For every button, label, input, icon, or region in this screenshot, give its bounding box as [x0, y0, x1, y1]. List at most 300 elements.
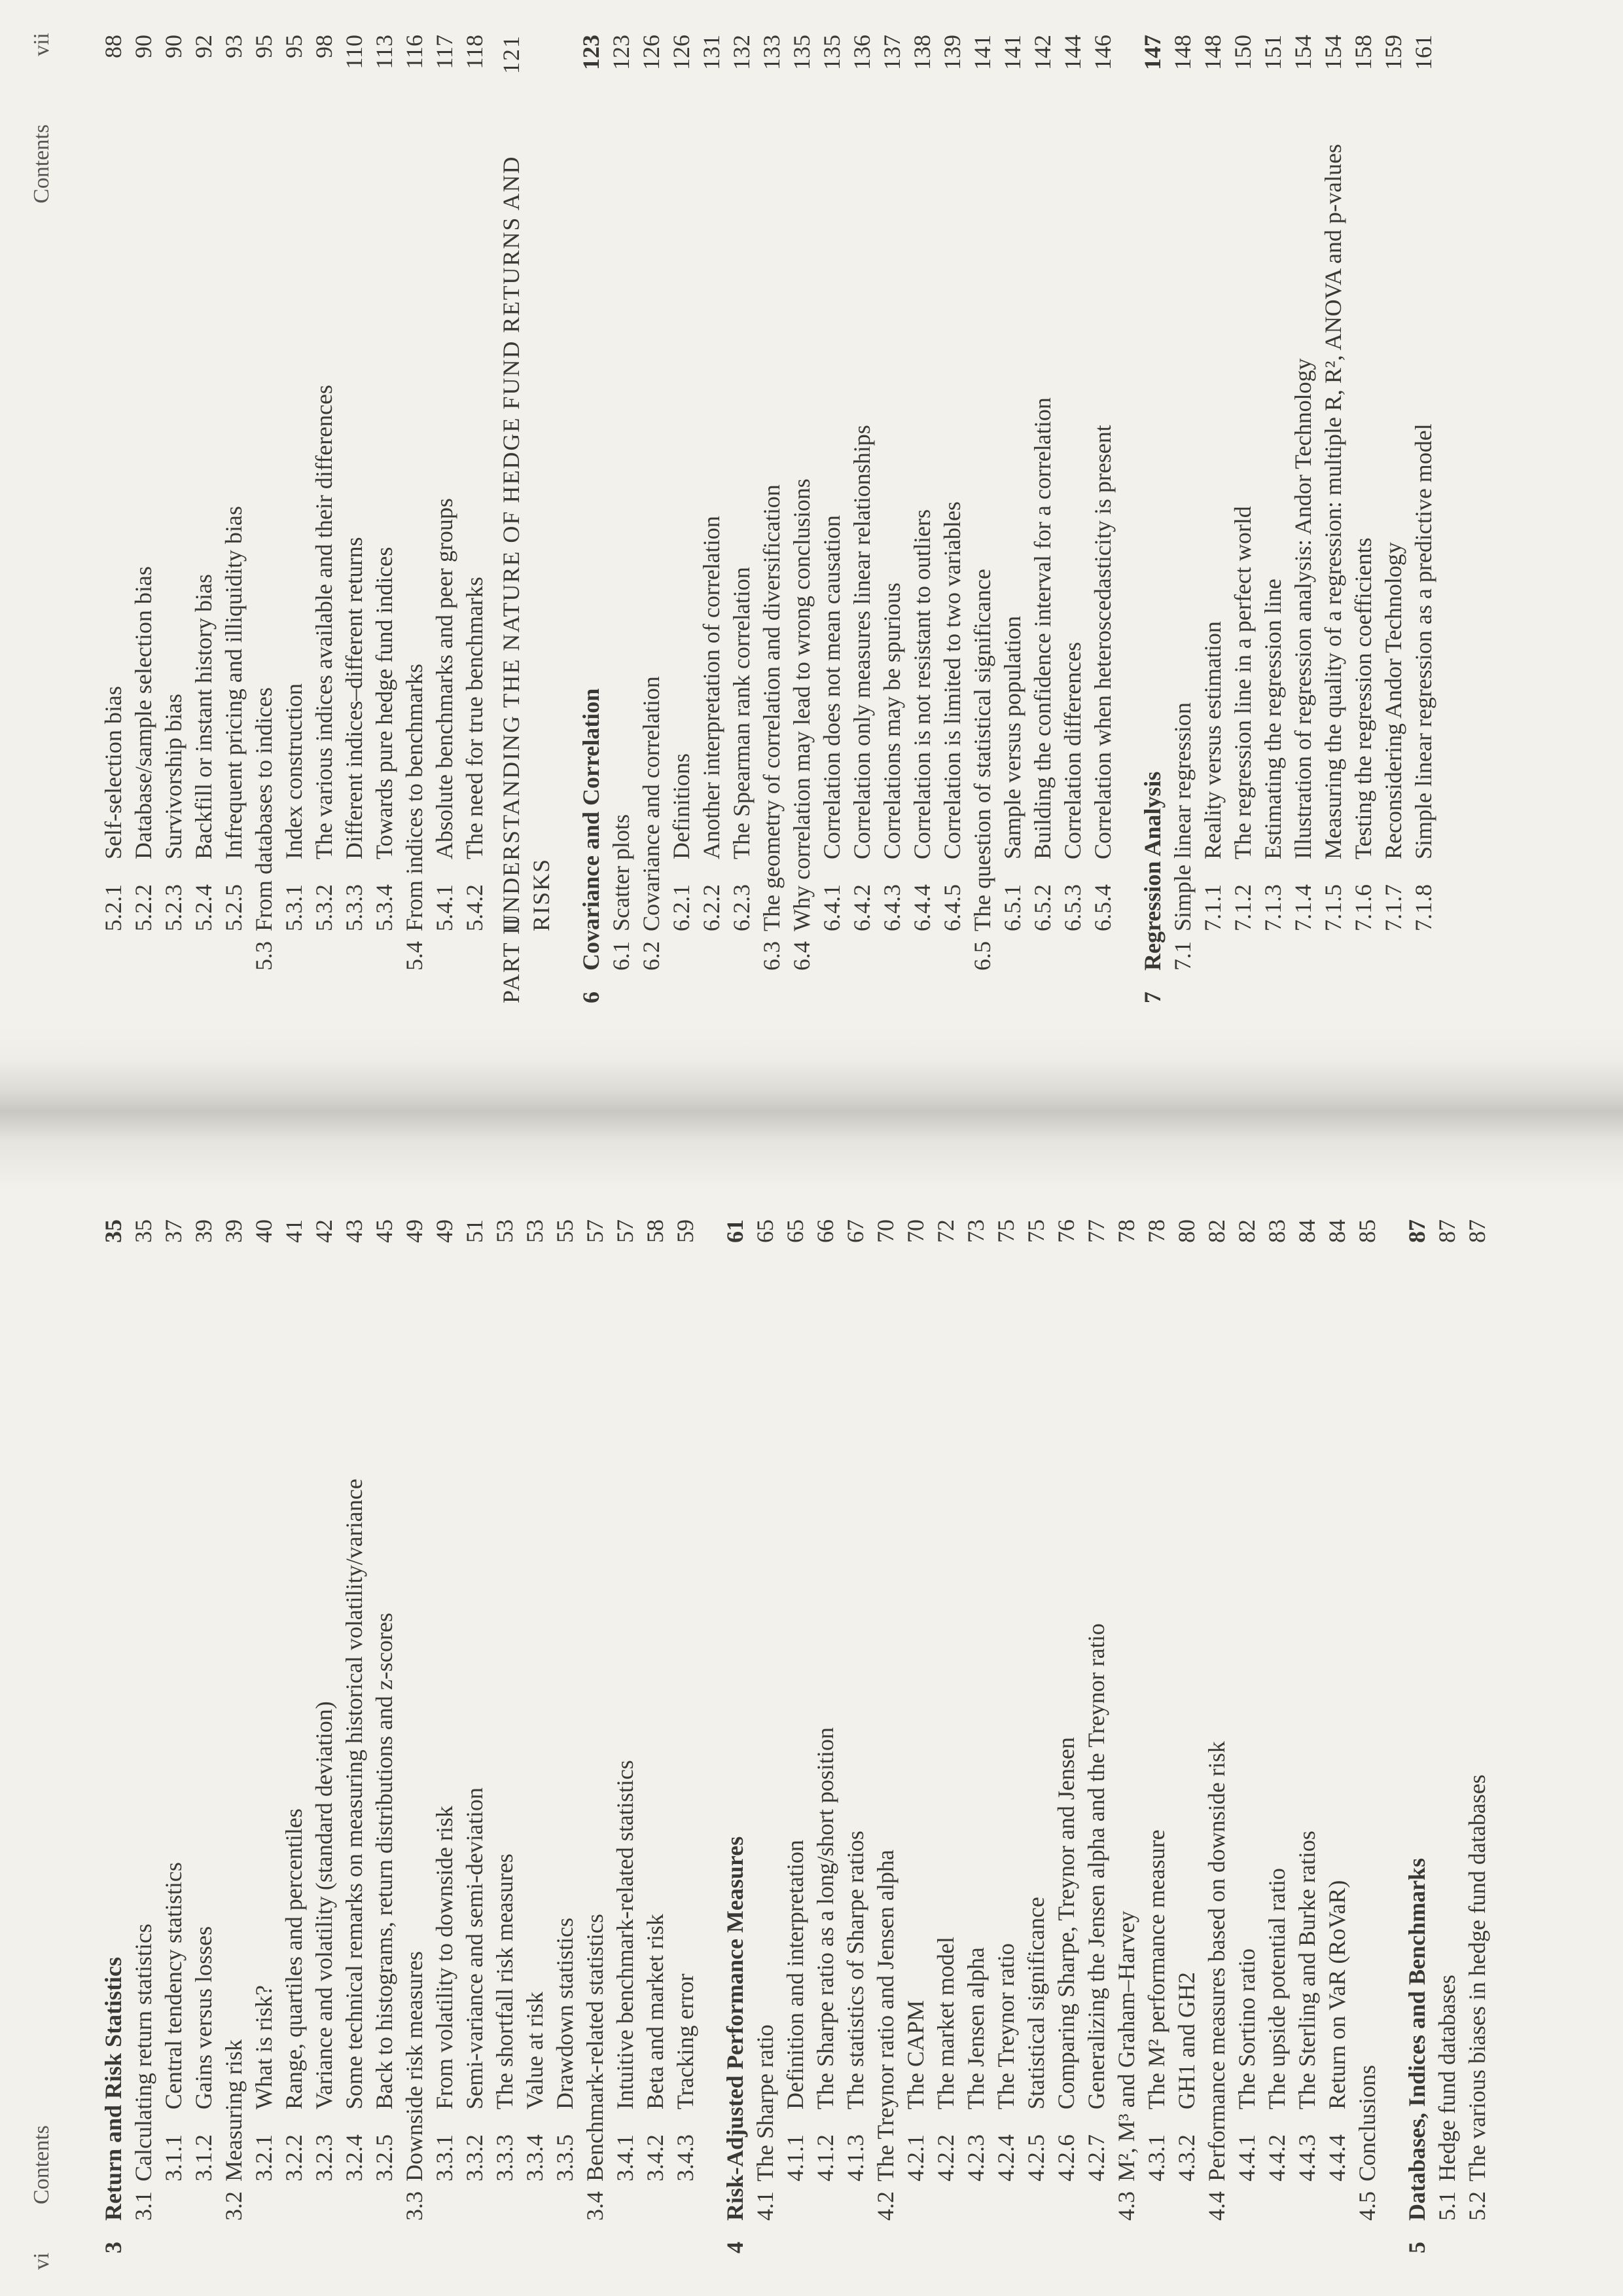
- toc-entry-title: Correlation only measures linear relationships: [849, 425, 875, 859]
- toc-entry-title: Different indices–different returns: [341, 537, 367, 859]
- toc-entry-number: 5.1: [1434, 2191, 1460, 2221]
- toc-entry-subsection: [877, 35, 907, 1003]
- toc-entry-page: 138: [909, 35, 935, 70]
- toc-entry-page: 45: [371, 1219, 397, 1243]
- toc-entry-subsection: [459, 1219, 490, 2253]
- toc-entry-subsection: [931, 1219, 961, 2253]
- toc-entry-number: 7: [1139, 992, 1166, 1003]
- toc-entry-title: Simple linear regression as a predictive model: [1410, 423, 1436, 859]
- toc-entry-page: 58: [642, 1219, 668, 1243]
- toc-entry-number: 4.4.4: [1324, 2134, 1350, 2181]
- toc-entry-subsection: [1027, 35, 1058, 1003]
- toc-entry-title: Database/sample selection bias: [130, 566, 156, 859]
- toc-entry-chapter: [1137, 35, 1168, 1003]
- toc-entry-title: Another interpretation of correlation: [698, 516, 724, 859]
- toc-entry-page: 66: [812, 1219, 838, 1243]
- toc-entry-title: UNDERSTANDING THE NATURE OF HEDGE FUND RETURNS AND RISKS: [498, 155, 554, 931]
- toc-entry-number: 3.4.2: [642, 2134, 668, 2181]
- left-running-title: Contents: [29, 2125, 54, 2204]
- toc-entry-subsection: [907, 35, 937, 1003]
- toc-entry-page: 113: [371, 35, 397, 69]
- toc-entry-page: 70: [872, 1219, 899, 1243]
- toc-entry-page: 57: [582, 1219, 608, 1243]
- toc-entry-title: Generalizing the Jensen alpha and the Treynor ratio: [1083, 1623, 1109, 2109]
- toc-entry-title: Sample versus population: [999, 616, 1026, 859]
- toc-entry-subsection: [937, 35, 967, 1003]
- toc-entry-page: 53: [522, 1219, 548, 1243]
- toc-entry-number: 6.1: [608, 941, 634, 971]
- toc-entry-number: 4.1.1: [782, 2134, 808, 2181]
- toc-entry-section: [750, 1219, 780, 2253]
- toc-entry-title: The question of statistical significance: [969, 569, 995, 931]
- toc-entry-title: The upside potential ratio: [1264, 1868, 1290, 2109]
- toc-entry-subsection: [309, 1219, 339, 2253]
- toc-entry-title: The regression line in a perfect world: [1230, 506, 1256, 859]
- toc-entry-number: 4.2.5: [1023, 2134, 1049, 2181]
- toc-entry-title: The shortfall risk measures: [491, 1854, 518, 2109]
- toc-entry-title: The Sortino ratio: [1234, 1948, 1260, 2109]
- toc-entry-title: The CAPM: [902, 2000, 929, 2109]
- toc-entry-number: 5.3.3: [341, 884, 367, 931]
- toc-entry-subsection: [339, 35, 369, 1003]
- toc-entry-subsection: [1058, 35, 1088, 1003]
- toc-entry-number: 6.4.4: [909, 884, 935, 931]
- toc-entry-number: 5.4.2: [461, 884, 488, 931]
- toc-entry-page: 90: [130, 35, 156, 58]
- toc-entry-title: Infrequent pricing and illiquidity bias: [221, 506, 247, 859]
- toc-entry-number: 6.4.5: [939, 884, 965, 931]
- toc-entry-title: The Treynor ratio: [993, 1943, 1019, 2109]
- toc-entry-title: Correlation is not resistant to outliers: [909, 509, 935, 859]
- toc-entry-number: 5.2.4: [190, 884, 217, 931]
- toc-entry-page: 39: [221, 1219, 247, 1243]
- toc-entry-subsection: [158, 35, 188, 1003]
- toc-entry-page: 84: [1324, 1219, 1350, 1243]
- toc-entry-page: 85: [1354, 1219, 1380, 1243]
- toc-entry-page: 80: [1173, 1219, 1200, 1243]
- toc-entry-subsection: [219, 35, 249, 1003]
- toc-entry-page: 83: [1264, 1219, 1290, 1243]
- toc-entry-subsection: [640, 1219, 670, 2253]
- toc-entry-number: 3.4.1: [612, 2134, 638, 2181]
- toc-entry-page: 126: [668, 35, 694, 70]
- toc-entry-number: 4.3.2: [1173, 2134, 1200, 2181]
- toc-entry-title: The various indices available and their differences: [311, 384, 337, 859]
- toc-entry-page: 87: [1464, 1219, 1490, 1243]
- toc-entry-page: 133: [758, 35, 785, 70]
- toc-entry-number: 6: [578, 992, 604, 1003]
- toc-entry-subsection: [1051, 1219, 1081, 2253]
- toc-entry-page: 98: [311, 35, 337, 58]
- toc-entry-page: 135: [819, 35, 845, 70]
- toc-entry-number: PART II: [498, 916, 524, 1003]
- toc-entry-title: What is risk?: [251, 1985, 277, 2109]
- toc-entry-number: 7.1.3: [1260, 884, 1286, 931]
- toc-entry-number: 7.1.8: [1410, 884, 1436, 931]
- toc-entry-title: Definition and interpretation: [782, 1840, 808, 2109]
- toc-entry-title: Measuring the quality of a regression: multiple R, R², ANOVA and p-values: [1320, 144, 1346, 859]
- toc-entry-number: 3.4.3: [672, 2134, 698, 2181]
- toc-entry-number: 4.3: [1113, 2191, 1139, 2221]
- toc-entry-title: The geometry of correlation and diversification: [758, 484, 785, 931]
- toc-entry-title: Value at risk: [522, 1992, 548, 2109]
- toc-entry-number: 3: [100, 2242, 126, 2253]
- toc-entry-subsection: [1198, 35, 1228, 1003]
- toc-entry-number: 6.2.3: [728, 884, 755, 931]
- toc-entry-number: 3.2: [221, 2191, 247, 2221]
- toc-entry-page: 123: [578, 35, 604, 70]
- toc-entry-title: Self-selection bias: [100, 686, 126, 859]
- toc-entry-title: Range, quartiles and percentiles: [281, 1808, 307, 2109]
- toc-entry-number: 4.3.1: [1143, 2134, 1169, 2181]
- toc-entry-number: 5.3.4: [371, 884, 397, 931]
- toc-entry-number: 5.2.5: [221, 884, 247, 931]
- toc-entry-subsection: [696, 35, 726, 1003]
- toc-entry-subsection: [490, 1219, 520, 2253]
- toc-entry-page: 118: [461, 35, 488, 69]
- toc-entry-number: 6.4.1: [819, 884, 845, 931]
- toc-entry-page: 75: [1023, 1219, 1049, 1243]
- toc-entry-number: 4.4.2: [1264, 2134, 1290, 2181]
- toc-entry-subsection: [188, 1219, 219, 2253]
- toc-entry-title: GH1 and GH2: [1173, 1972, 1200, 2109]
- toc-entry-title: Measuring risk: [221, 2039, 247, 2181]
- toc-entry-number: 5.4: [401, 941, 427, 971]
- toc-entry-title: Gains versus losses: [190, 1926, 217, 2109]
- toc-entry-subsection: [1262, 1219, 1292, 2253]
- toc-entry-page: 87: [1404, 1219, 1430, 1243]
- toc-entry-number: 4.4.3: [1294, 2134, 1320, 2181]
- toc-entry-title: Correlation when heteroscedasticity is present: [1090, 425, 1116, 859]
- toc-entry-subsection: [1318, 35, 1348, 1003]
- toc-entry-page: 88: [100, 35, 126, 58]
- toc-entry-section: [128, 1219, 158, 2253]
- toc-entry-subsection: [550, 1219, 580, 2253]
- toc-entry-page: 154: [1290, 35, 1316, 70]
- toc-entry-title: Semi-variance and semi-deviation: [461, 1787, 488, 2109]
- toc-entry-page: 146: [1090, 35, 1116, 70]
- toc-entry-page: 76: [1053, 1219, 1079, 1243]
- toc-entry-page: 82: [1234, 1219, 1260, 1243]
- toc-entry-title: Comparing Sharpe, Treynor and Jensen: [1053, 1737, 1079, 2109]
- toc-entry-page: 144: [1060, 35, 1086, 70]
- toc-entry-title: Databases, Indices and Benchmarks: [1404, 1857, 1430, 2221]
- toc-entry-page: 84: [1294, 1219, 1320, 1243]
- toc-entry-subsection: [1288, 35, 1318, 1003]
- toc-entry-page: 78: [1113, 1219, 1139, 1243]
- toc-entry-title: Correlation is limited to two variables: [939, 501, 965, 859]
- toc-entry-chapter: [98, 1219, 128, 2253]
- toc-entry-number: 3.2.1: [251, 2134, 277, 2181]
- toc-entry-title: The Sterling and Burke ratios: [1294, 1831, 1320, 2109]
- toc-entry-subsection: [610, 1219, 640, 2253]
- toc-entry-page: 137: [879, 35, 905, 70]
- toc-entry-subsection: [840, 1219, 870, 2253]
- toc-entry-page: 35: [100, 1219, 126, 1243]
- toc-entry-number: 5.3.2: [311, 884, 337, 931]
- toc-entry-subsection: [309, 35, 339, 1003]
- toc-entry-title: Survivorship bias: [160, 693, 187, 859]
- toc-entry-title: The Sharpe ratio: [752, 2024, 778, 2181]
- toc-entry-page: 139: [939, 35, 965, 70]
- toc-entry-page: 117: [431, 35, 457, 69]
- toc-entry-page: 67: [842, 1219, 868, 1243]
- toc-entry-title: Covariance and Correlation: [578, 688, 604, 971]
- toc-entry-number: 4.2.4: [993, 2134, 1019, 2181]
- toc-entry-page: 93: [221, 35, 247, 58]
- toc-entry-section: [967, 35, 997, 1003]
- toc-entry-page: 40: [251, 1219, 277, 1243]
- toc-entry-page: 51: [461, 1219, 488, 1243]
- toc-entry-subsection: [901, 1219, 931, 2253]
- toc-entry-page: 70: [902, 1219, 929, 1243]
- toc-entry-number: 6.2.2: [698, 884, 724, 931]
- toc-entry-page: 141: [999, 35, 1026, 70]
- toc-entry-title: Why correlation may lead to wrong conclusions: [789, 478, 815, 931]
- toc-entry-subsection: [1378, 35, 1408, 1003]
- toc-entry-title: Index construction: [281, 683, 307, 859]
- toc-entry-title: Backfill or instant history bias: [190, 574, 217, 859]
- toc-entry-number: 3.3.5: [552, 2134, 578, 2181]
- right-toc-list: [98, 35, 1438, 1003]
- left-page: [0, 1157, 1623, 2296]
- toc-entry-subsection: [339, 1219, 369, 2253]
- toc-entry-number: 3.1.1: [160, 2134, 187, 2181]
- toc-entry-title: Some technical remarks on measuring historical volatility/variance: [341, 1479, 367, 2109]
- toc-entry-page: 39: [190, 1219, 217, 1243]
- toc-entry-page: 49: [401, 1219, 427, 1243]
- toc-entry-chapter: [576, 35, 606, 1003]
- toc-entry-title: The need for true benchmarks: [461, 577, 488, 859]
- toc-entry-title: Reality versus estimation: [1200, 621, 1226, 859]
- toc-entry-title: From databases to indices: [251, 687, 277, 931]
- right-page: [0, 0, 1623, 1059]
- toc-entry-section: [1111, 1219, 1141, 2253]
- left-page-number: vi: [29, 2252, 54, 2270]
- toc-entry-title: Downside risk measures: [401, 1951, 427, 2181]
- toc-entry-subsection: [369, 1219, 399, 2253]
- toc-entry-title: Variance and volatility (standard deviation): [311, 1701, 337, 2109]
- toc-entry-title: Simple linear regression: [1169, 702, 1196, 931]
- toc-entry-number: 7.1: [1169, 941, 1196, 971]
- toc-entry-number: 4.1: [752, 2191, 778, 2221]
- toc-entry-title: Central tendency statistics: [160, 1862, 187, 2109]
- toc-entry-number: 7.1.7: [1380, 884, 1406, 931]
- toc-entry-number: 5.3.1: [281, 884, 307, 931]
- toc-entry-subsection: [1292, 1219, 1322, 2253]
- toc-entry-number: 5.4.1: [431, 884, 457, 931]
- toc-entry-section: [399, 1219, 429, 2253]
- toc-entry-subsection: [1171, 1219, 1202, 2253]
- toc-entry-subsection: [279, 35, 309, 1003]
- toc-entry-subsection: [666, 35, 696, 1003]
- right-page-number: vii: [29, 33, 54, 56]
- toc-entry-section: [580, 1219, 610, 2253]
- toc-entry-title: Conclusions: [1354, 2064, 1380, 2181]
- toc-entry-number: 6.2.1: [668, 884, 694, 931]
- toc-entry-title: Absolute benchmarks and peer groups: [431, 498, 457, 859]
- toc-entry-title: Correlation does not mean causation: [819, 515, 845, 859]
- toc-entry-title: Return on VaR (RoVaR): [1324, 1880, 1350, 2109]
- toc-entry-subsection: [1081, 1219, 1111, 2253]
- toc-entry-subsection: [249, 1219, 279, 2253]
- toc-entry-number: 4.2.2: [933, 2134, 959, 2181]
- toc-entry-subsection: [520, 1219, 550, 2253]
- toc-entry-title: The statistics of Sharpe ratios: [842, 1831, 868, 2109]
- toc-entry-page: 132: [728, 35, 755, 70]
- toc-entry-page: 142: [1029, 35, 1056, 70]
- toc-entry-subsection: [1348, 35, 1378, 1003]
- toc-entry-page: 49: [431, 1219, 457, 1243]
- toc-entry-number: 7.1.2: [1230, 884, 1256, 931]
- toc-entry-title: The Jensen alpha: [963, 1947, 989, 2109]
- toc-entry-subsection: [1408, 35, 1438, 1003]
- toc-entry-number: 4.1.3: [842, 2134, 868, 2181]
- toc-entry-subsection: [429, 35, 459, 1003]
- toc-entry-number: 4.4: [1204, 2191, 1230, 2221]
- toc-entry-page: 126: [638, 35, 664, 70]
- toc-entry-subsection: [1088, 35, 1118, 1003]
- toc-entry-number: 6.4.3: [879, 884, 905, 931]
- toc-entry-subsection: [726, 35, 757, 1003]
- toc-entry-chapter: [1402, 1219, 1432, 2253]
- toc-entry-number: 4.4.1: [1234, 2134, 1260, 2181]
- toc-entry-number: 5.2.1: [100, 884, 126, 931]
- toc-entry-section: [1202, 1219, 1232, 2253]
- toc-entry-title: Beta and market risk: [642, 1914, 668, 2109]
- right-running-title: Contents: [29, 124, 54, 204]
- toc-entry-subsection: [997, 35, 1027, 1003]
- toc-entry-number: 6.5.2: [1029, 884, 1056, 931]
- toc-entry-subsection: [1021, 1219, 1051, 2253]
- toc-entry-title: Intuitive benchmark-related statistics: [612, 1760, 638, 2109]
- toc-entry-subsection: [1258, 35, 1288, 1003]
- toc-entry-title: Scatter plots: [608, 814, 634, 931]
- toc-entry-page: 61: [722, 1219, 748, 1243]
- toc-entry-page: 35: [130, 1219, 156, 1243]
- toc-entry-page: 37: [160, 1219, 187, 1243]
- toc-entry-subsection: [810, 1219, 840, 2253]
- toc-entry-section: [636, 35, 666, 1003]
- toc-entry-title: Calculating return statistics: [130, 1924, 156, 2181]
- toc-entry-title: Benchmark-related statistics: [582, 1914, 608, 2181]
- toc-entry-title: The market model: [933, 1937, 959, 2109]
- toc-entry-title: Return and Risk Statistics: [100, 1956, 126, 2221]
- toc-entry-number: 3.1.2: [190, 2134, 217, 2181]
- toc-entry-title: Towards pure hedge fund indices: [371, 547, 397, 859]
- toc-entry-page: 148: [1169, 35, 1196, 70]
- toc-entry-page: 116: [401, 35, 427, 69]
- toc-entry-title: Risk-Adjusted Performance Measures: [722, 1836, 748, 2221]
- toc-entry-page: 151: [1260, 35, 1286, 70]
- toc-entry-number: 4.2.7: [1083, 2134, 1109, 2181]
- toc-entry-page: 43: [341, 1219, 367, 1243]
- toc-entry-number: 6.4: [789, 941, 815, 971]
- toc-entry-number: 3.3.2: [461, 2134, 488, 2181]
- toc-entry-page: 55: [552, 1219, 578, 1243]
- toc-entry-subsection: [780, 1219, 810, 2253]
- toc-entry-title: Correlations may be spurious: [879, 583, 905, 859]
- toc-entry-number: 6.2: [638, 941, 664, 971]
- toc-entry-section: [870, 1219, 901, 2253]
- toc-entry-section: [1432, 1219, 1462, 2253]
- toc-entry-page: 161: [1410, 35, 1436, 70]
- toc-entry-subsection: [128, 35, 158, 1003]
- toc-entry-page: 147: [1139, 35, 1166, 70]
- toc-entry-subsection: [670, 1219, 700, 2253]
- toc-entry-number: 3.2.4: [341, 2134, 367, 2181]
- toc-entry-title: Drawdown statistics: [552, 1918, 578, 2109]
- toc-entry-title: Tracking error: [672, 1973, 698, 2109]
- toc-entry-page: 53: [491, 1219, 518, 1243]
- toc-entry-number: 4.2: [872, 2191, 899, 2221]
- toc-entry-number: 3.3.3: [491, 2134, 518, 2181]
- toc-entry-page: 158: [1350, 35, 1376, 70]
- toc-entry-section: [399, 35, 429, 1003]
- toc-entry-subsection: [1141, 1219, 1171, 2253]
- toc-entry-title: Definitions: [668, 753, 694, 859]
- toc-entry-part: [496, 35, 556, 1003]
- toc-entry-page: 77: [1083, 1219, 1109, 1243]
- toc-entry-subsection: [991, 1219, 1021, 2253]
- toc-entry-number: 3.3.1: [431, 2134, 457, 2181]
- toc-entry-subsection: [961, 1219, 991, 2253]
- toc-entry-page: 72: [933, 1219, 959, 1243]
- toc-entry-section: [1168, 35, 1198, 1003]
- toc-entry-title: Building the confidence interval for a correlation: [1029, 397, 1056, 859]
- toc-entry-number: 5.2: [1464, 2191, 1490, 2221]
- toc-entry-number: 3.2.3: [311, 2134, 337, 2181]
- toc-entry-number: 5: [1404, 2242, 1430, 2253]
- toc-entry-title: The Sharpe ratio as a long/short position: [812, 1727, 838, 2109]
- toc-entry-title: Hedge fund databases: [1434, 1975, 1460, 2181]
- toc-entry-title: Reconsidering Andor Technology: [1380, 542, 1406, 859]
- toc-entry-page: 141: [969, 35, 995, 70]
- toc-entry-section: [1462, 1219, 1492, 2253]
- toc-entry-number: 3.1: [130, 2191, 156, 2221]
- toc-entry-chapter: [720, 1219, 750, 2253]
- toc-entry-title: Estimating the regression line: [1260, 579, 1286, 859]
- toc-entry-page: 131: [698, 35, 724, 70]
- toc-entry-title: Performance measures based on downside risk: [1204, 1741, 1230, 2181]
- toc-entry-page: 65: [782, 1219, 808, 1243]
- toc-entry-number: 4.1.2: [812, 2134, 838, 2181]
- toc-entry-number: 4.5: [1354, 2191, 1380, 2221]
- toc-entry-number: 5.2.2: [130, 884, 156, 931]
- toc-entry-section: [757, 35, 787, 1003]
- left-toc-list: [98, 1219, 1492, 2253]
- toc-entry-title: The Spearman rank correlation: [728, 567, 755, 859]
- toc-entry-subsection: [369, 35, 399, 1003]
- toc-entry-number: 6.5.1: [999, 884, 1026, 931]
- toc-entry-section: [787, 35, 817, 1003]
- toc-entry-number: 3.2.2: [281, 2134, 307, 2181]
- toc-entry-page: 78: [1143, 1219, 1169, 1243]
- toc-entry-title: Correlation differences: [1060, 641, 1086, 859]
- toc-entry-section: [249, 35, 279, 1003]
- toc-entry-number: 7.1.4: [1290, 884, 1316, 931]
- toc-entry-number: 5.3: [251, 941, 277, 971]
- toc-entry-subsection: [817, 35, 847, 1003]
- toc-entry-page: 82: [1204, 1219, 1230, 1243]
- toc-entry-section: [219, 1219, 249, 2253]
- toc-entry-number: 7.1.5: [1320, 884, 1346, 931]
- toc-entry-number: 6.5.4: [1090, 884, 1116, 931]
- toc-entry-page: 87: [1434, 1219, 1460, 1243]
- toc-entry-page: 121: [498, 35, 524, 74]
- toc-entry-number: 4.2.1: [902, 2134, 929, 2181]
- toc-entry-page: 159: [1380, 35, 1406, 70]
